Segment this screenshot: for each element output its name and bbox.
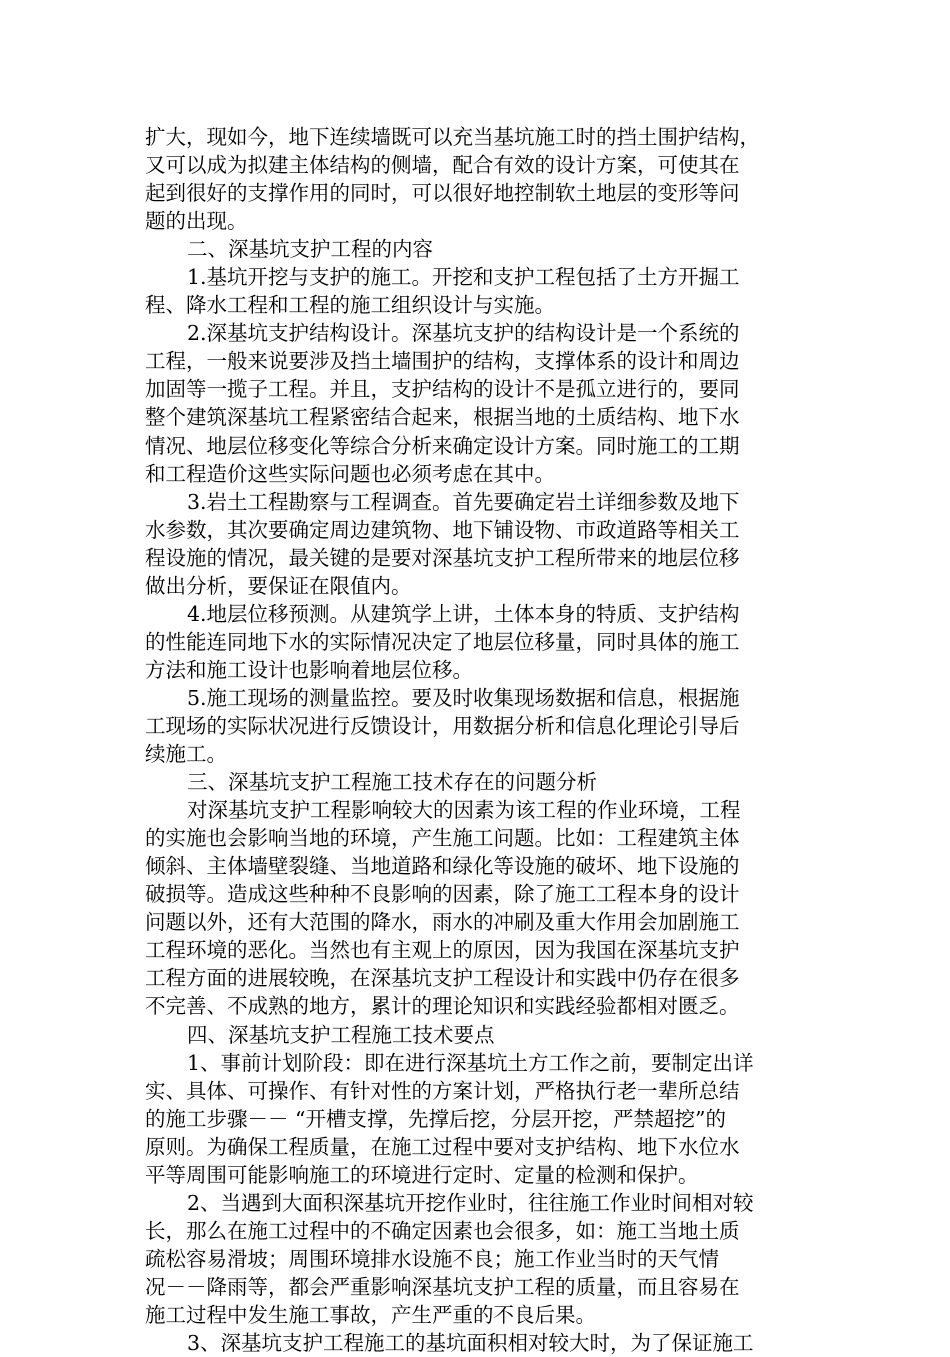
text-line: 1、事前计划阶段：即在进行深基坑土方工作之前，要制定出详	[187, 1050, 754, 1075]
text-line: 实、具体、可操作、有针对性的方案计划，严格执行老一辈所总结	[145, 1078, 740, 1103]
text-line: 的施工步骤－－ “开槽支撑，先撑后挖，分层开挖，严禁超挖”的	[145, 1106, 726, 1131]
text-line: 不完善、不成熟的地方，累计的理论知识和实践经验都相对匮乏。	[145, 994, 740, 1019]
text-line: 四、深基坑支护工程施工技术要点	[187, 1022, 495, 1047]
text-line: 的实施也会影响当地的环境，产生施工问题。比如：工程建筑主体	[145, 826, 740, 851]
text-line: 2、当遇到大面积深基坑开挖作业时，往往施工作业时间相对较	[187, 1190, 754, 1215]
text-line: 况－－降雨等，都会严重影响深基坑支护工程的质量，而且容易在	[145, 1274, 740, 1299]
text-line: 续施工。	[145, 742, 227, 767]
text-line: 4.地层位移预测。从建筑学上讲，土体本身的特质、支护结构	[187, 601, 740, 626]
text-line: 题的出现。	[145, 209, 248, 234]
text-line: 3.岩土工程勘察与工程调查。首先要确定岩土详细参数及地下	[187, 489, 740, 514]
text-line: 和工程造价这些实际问题也必须考虑在其中。	[145, 461, 555, 486]
text-line: 原则。为确保工程质量，在施工过程中要对支护结构、地下水位水	[145, 1134, 740, 1159]
text-line: 又可以成为拟建主体结构的侧墙，配合有效的设计方案，可使其在	[145, 153, 740, 178]
text-line: 平等周围可能影响施工的环境进行定时、定量的检测和保护。	[145, 1162, 699, 1187]
text-line: 2.深基坑支护结构设计。深基坑支护的结构设计是一个系统的	[187, 321, 740, 346]
text-line: 5.施工现场的测量监控。要及时收集现场数据和信息，根据施	[187, 685, 740, 710]
text-line: 问题以外，还有大范围的降水，雨水的冲刷及重大作用会加剧施工	[145, 910, 740, 935]
text-line: 起到很好的支撑作用的同时，可以很好地控制软土地层的变形等问	[145, 181, 740, 206]
text-line: 倾斜、主体墙壁裂缝、当地道路和绿化等设施的破坏、地下设施的	[145, 854, 740, 879]
text-line: 方法和施工设计也影响着地层位移。	[145, 657, 473, 682]
text-line: 长，那么在施工过程中的不确定因素也会很多，如：施工当地土质	[145, 1218, 740, 1243]
text-line: 水参数，其次要确定周边建筑物、地下铺设物、市政道路等相关工	[145, 517, 740, 542]
text-line: 工程环境的恶化。当然也有主观上的原因，因为我国在深基坑支护	[145, 938, 740, 963]
document-body	[145, 123, 811, 1357]
text-line: 程、降水工程和工程的施工组织设计与实施。	[145, 293, 555, 318]
text-line: 情况、地层位移变化等综合分析来确定设计方案。同时施工的工期	[145, 433, 740, 458]
text-line: 整个建筑深基坑工程紧密结合起来，根据当地的土质结构、地下水	[145, 405, 740, 430]
text-line: 1.基坑开挖与支护的施工。开挖和支护工程包括了土方开掘工	[187, 265, 740, 290]
text-line: 对深基坑支护工程影响较大的因素为该工程的作业环境，工程	[187, 798, 741, 823]
text-line: 破损等。造成这些种种不良影响的因素，除了施工工程本身的设计	[145, 882, 740, 907]
text-line: 工现场的实际状况进行反馈设计，用数据分析和信息化理论引导后	[145, 713, 740, 738]
text-line: 工程方面的进展较晚，在深基坑支护工程设计和实践中仍存在很多	[145, 966, 740, 991]
text-line: 加固等一揽子工程。并且，支护结构的设计不是孤立进行的，要同	[145, 377, 740, 402]
text-line: 疏松容易滑坡；周围环境排水设施不良；施工作业当时的天气情	[145, 1246, 719, 1271]
text-line: 施工过程中发生施工事故，产生严重的不良后果。	[145, 1302, 596, 1327]
text-line: 的性能连同地下水的实际情况决定了地层位移量，同时具体的施工	[145, 629, 740, 654]
text-line: 工程，一般来说要涉及挡土墙围护的结构，支撑体系的设计和周边	[145, 349, 740, 374]
text-line: 3、深基坑支护工程施工的基坑面积相对较大时，为了保证施工	[187, 1331, 754, 1356]
text-line: 做出分析，要保证在限值内。	[145, 573, 412, 598]
text-line: 扩大，现如今，地下连续墙既可以充当基坑施工时的挡土围护结构，	[145, 125, 760, 149]
text-line: 程设施的情况，最关键的是要对深基坑支护工程所带来的地层位移	[145, 545, 740, 570]
text-line: 二、深基坑支护工程的内容	[187, 237, 433, 262]
text-line: 三、深基坑支护工程施工技术存在的问题分析	[187, 770, 597, 795]
